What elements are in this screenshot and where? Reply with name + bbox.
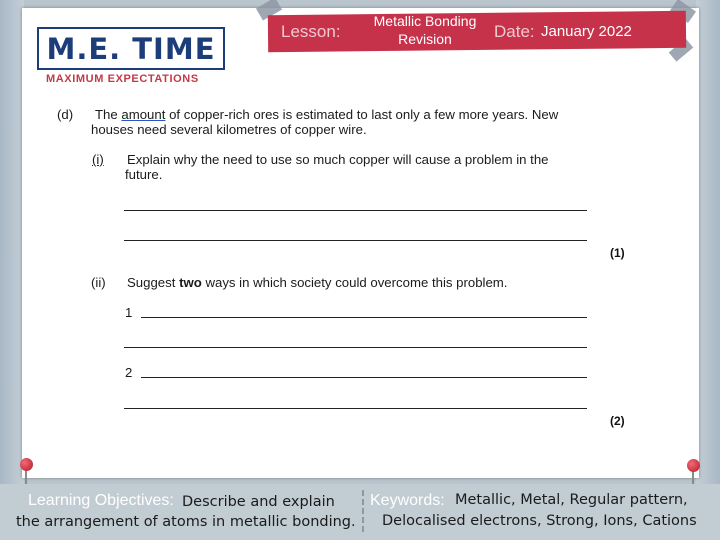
part-d-label: (d) [57, 107, 74, 122]
logo [37, 27, 225, 70]
objectives-line1: Describe and explain [182, 494, 335, 510]
background-edge-right [696, 0, 720, 540]
part-d-word: The [95, 107, 118, 122]
sub-i-marks: (1) [610, 246, 625, 260]
footer-divider [362, 490, 364, 532]
sub-ii-text [127, 275, 507, 291]
pin-stem-right [692, 470, 694, 484]
sub-ii-pre: Suggest [127, 275, 176, 290]
answer-line[interactable] [124, 347, 587, 348]
part-d-text-line1 [95, 107, 558, 123]
background-edge-left [0, 0, 24, 540]
answer-number-1: 1 [125, 305, 133, 320]
date-value: January 2022 [541, 23, 632, 40]
sub-ii-post: ways in which society could overcome this problem. [205, 275, 508, 290]
lesson-title-line2: Revision [398, 31, 452, 47]
answer-line[interactable] [141, 317, 587, 318]
logo-tagline: MAXIMUM EXPECTATIONS [46, 73, 199, 85]
answer-line[interactable] [124, 210, 587, 211]
pin-left-icon [20, 458, 33, 471]
lesson-title-line1: Metallic Bonding [373, 13, 477, 29]
lesson-label: Lesson: [281, 22, 341, 41]
answer-line[interactable] [141, 377, 587, 378]
objectives-line2: the arrangement of atoms in metallic bonding. [16, 514, 356, 530]
date-label: Date: [494, 22, 535, 41]
part-d-rest: of copper-rich ores is estimated to last only a few more years. New [169, 107, 559, 122]
pin-right-icon [687, 459, 700, 472]
sub-i-text-line1: Explain why the need to use so much copper will cause a problem in the [127, 152, 549, 167]
answer-line[interactable] [124, 240, 587, 241]
answer-line[interactable] [124, 408, 587, 409]
part-d-text-line2: houses need several kilometres of copper wire. [91, 122, 367, 137]
sub-ii-bold: two [179, 275, 202, 290]
part-d-amount: amount [121, 107, 166, 122]
keywords-line1: Metallic, Metal, Regular pattern, [455, 492, 688, 508]
lesson-title [362, 12, 488, 48]
sub-i-label: (i) [92, 152, 104, 167]
keywords-line2: Delocalised electrons, Strong, Ions, Cations [382, 513, 697, 529]
sub-i-text-line2: future. [125, 167, 163, 182]
keywords-label: Keywords: [370, 492, 445, 509]
objectives-label: Learning Objectives: [28, 492, 174, 509]
logo-text: M.E. TIME [46, 31, 216, 66]
sub-ii-marks: (2) [610, 414, 625, 428]
pin-stem-left [25, 470, 27, 484]
sub-ii-label: (ii) [91, 275, 106, 290]
answer-number-2: 2 [125, 365, 133, 380]
